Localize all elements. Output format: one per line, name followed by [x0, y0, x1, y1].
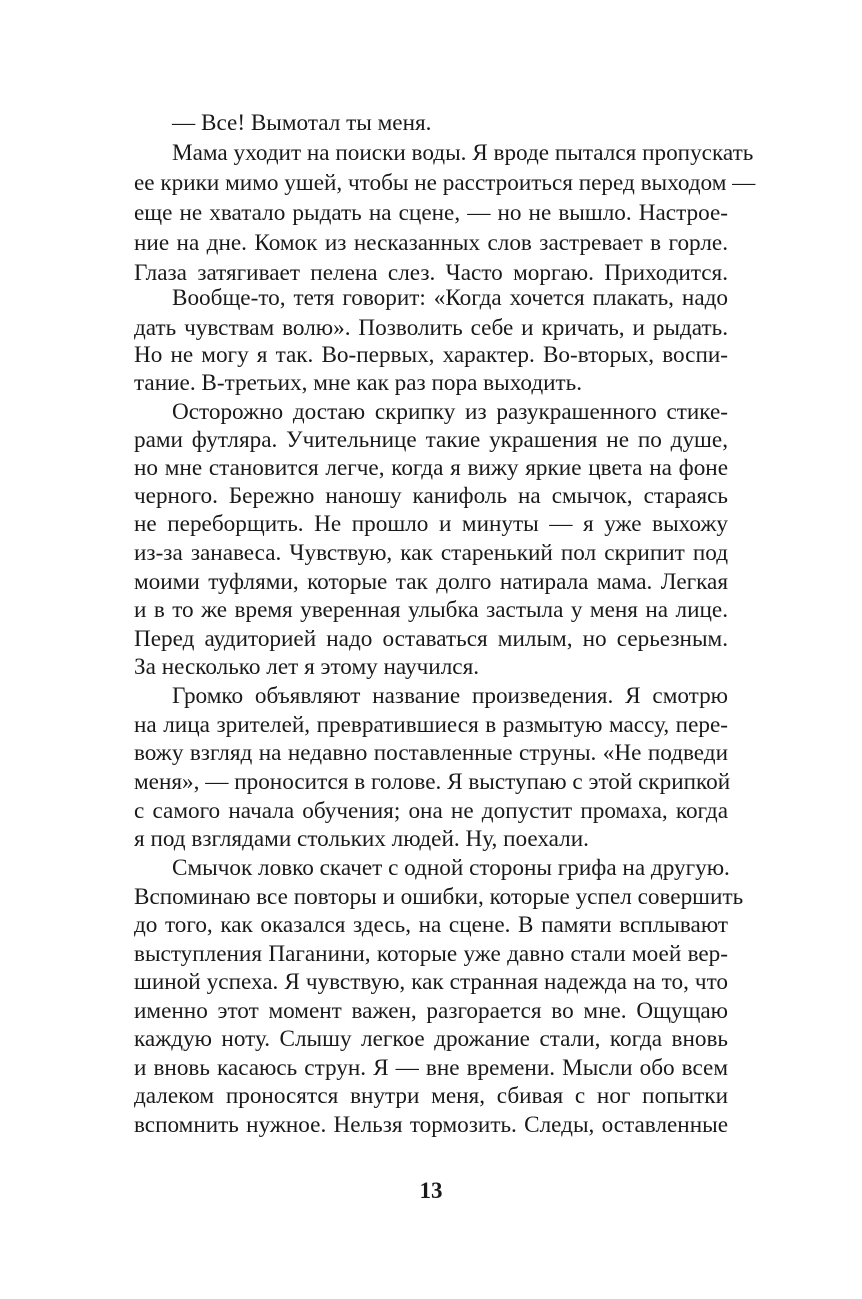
text-line: черного. Бережно наношу канифоль на смычок, стараясь — [134, 483, 728, 509]
text-line: Мама уходит на поиски воды. Я вроде пытался пропускать — [172, 140, 754, 166]
text-line: Громко объявляют название произведения. Я смотрю — [172, 683, 728, 709]
text-line: дать чувствам волю». Позволить себе и кричать, и рыдать. — [134, 315, 728, 341]
text-line: выступления Паганини, которые уже давно стали моей вер- — [134, 941, 728, 967]
text-line: вспомнить нужное. Нельзя тормозить. Следы, оставленные — [134, 1112, 728, 1138]
text-line: далеком проносятся внутри меня, сбивая с ног попытки — [134, 1083, 728, 1109]
text-line: Но не могу я так. Во-первых, характер. Во-вторых, воспи- — [134, 342, 728, 368]
text-line: до того, как оказался здесь, на сцене. В памяти всплывают — [134, 912, 728, 938]
text-line: ние на дне. Комок из несказанных слов застревает в горле. — [134, 230, 728, 256]
text-line: но мне становится легче, когда я вижу яркие цвета на фоне — [134, 455, 728, 481]
text-line: я под взглядами стольких людей. Ну, поехали. — [134, 826, 589, 852]
text-line: моими туфлями, которые так долго натирала мама. Легкая — [134, 569, 728, 595]
text-line: именно этот момент важен, разгорается во мне. Ощущаю — [134, 998, 728, 1024]
text-line: За несколько лет я этому научился. — [134, 654, 480, 680]
text-line: Осторожно достаю скрипку из разукрашенного стике- — [172, 399, 728, 425]
text-line: Глаза затягивает пелена слез. Часто моргаю. Приходится. — [134, 260, 728, 286]
text-line: и в то же время уверенная улыбка застыла у меня на лице. — [134, 597, 728, 623]
text-line: Вспоминаю все повторы и ошибки, которые успел совершить — [134, 884, 744, 910]
text-line: на лица зрителей, превратившиеся в размытую массу, пере- — [134, 712, 728, 738]
page-number: 13 — [419, 1178, 443, 1203]
text-line: и вновь касаюсь струн. Я — вне времени. Мысли обо всем — [134, 1055, 728, 1081]
text-line: из-за занавеса. Чувствую, как старенький пол скрипит под — [134, 540, 728, 566]
text-line: — Все! Вымотал ты меня. — [172, 110, 432, 136]
text-line: еще не хватало рыдать на сцене, — но не вышло. Настрое- — [134, 200, 728, 226]
text-line: вожу взгляд на недавно поставленные струны. «Не подведи — [134, 740, 728, 766]
text-line: Вообще-то, тетя говорит: «Когда хочется плакать, надо — [172, 285, 728, 311]
text-line: с самого начала обучения; она не допустит промаха, когда — [134, 798, 728, 824]
text-line: Смычок ловко скачет с одной стороны грифа на другую. — [172, 855, 730, 881]
text-line: Перед аудиторией надо оставаться милым, но серьезным. — [134, 626, 728, 652]
text-line: тание. В-третьих, мне как раз пора выходить. — [134, 370, 583, 396]
text-line: каждую ноту. Слышу легкое дрожание стали, когда вновь — [134, 1026, 728, 1052]
text-line: шиной успеха. Я чувствую, как странная надежда на то, что — [134, 969, 728, 995]
text-line: рами футляра. Учительнице такие украшения не по душе, — [134, 427, 728, 453]
text-line: ее крики мимо ушей, чтобы не расстроиться перед выходом — — [134, 170, 756, 196]
text-line: меня», — проносится в голове. Я выступаю с этой скрипкой — [134, 769, 731, 795]
text-line: не переборщить. Не прошло и минуты — я уже выхожу — [134, 511, 728, 537]
